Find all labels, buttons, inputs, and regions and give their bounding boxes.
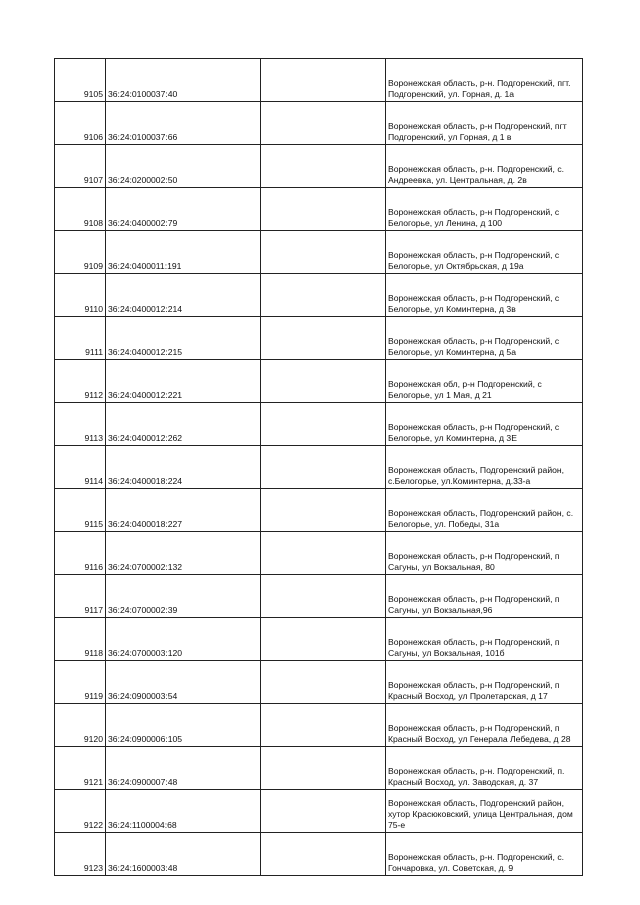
address-cell xyxy=(386,145,583,188)
row-number-cell xyxy=(55,145,106,188)
row-number: 9123 xyxy=(83,863,103,873)
row-number: 9119 xyxy=(84,691,103,701)
row-number: 9121 xyxy=(83,777,103,787)
cadastral-number: 36:24:0400012:215 xyxy=(108,347,183,357)
cadastral-number-cell xyxy=(106,360,261,403)
address-text: Воронежская область, р-н Подгоренский, с Белогорье, ул Коминтерна, д 3в xyxy=(388,293,560,314)
address-cell xyxy=(386,188,583,231)
cadastral-number-cell xyxy=(106,317,261,360)
address-text: Воронежская область, р-н. Подгоренский, с. Андреевка, ул. Центральная, д. 2в xyxy=(388,164,564,185)
row-number: 9105 xyxy=(83,89,103,99)
empty-cell xyxy=(261,790,386,833)
address-text: Воронежская область, р-н Подгоренский, с Белогорье, ул Ленина, д 100 xyxy=(388,207,560,228)
empty-cell xyxy=(261,446,386,489)
empty-cell xyxy=(261,403,386,446)
table-row xyxy=(55,59,583,102)
table-row xyxy=(55,188,583,231)
address-cell xyxy=(386,489,583,532)
cadastral-number-cell xyxy=(106,833,261,876)
address-text: Воронежская область, р-н. Подгоренский, с. Гончаровка, ул. Советская, д. 9 xyxy=(388,852,564,873)
row-number: 9115 xyxy=(84,519,103,529)
row-number-cell xyxy=(55,188,106,231)
address-text: Воронежская область, Подгоренский район, с.Белогорье, ул.Коминтерна, д.33-а xyxy=(388,465,565,486)
cadastral-number-cell xyxy=(106,231,261,274)
row-number-cell xyxy=(55,704,106,747)
table-row xyxy=(55,790,583,833)
empty-cell xyxy=(261,231,386,274)
cadastral-number: 36:24:0900007:48 xyxy=(108,777,178,787)
cadastral-number-cell xyxy=(106,102,261,145)
address-text: Воронежская область, р-н. Подгоренский, пгт. Подгоренский, ул. Горная, д. 1а xyxy=(388,78,571,99)
property-registry-table xyxy=(54,58,583,876)
empty-cell xyxy=(261,59,386,102)
cadastral-number: 36:24:0100037:40 xyxy=(108,89,178,99)
address-cell xyxy=(386,231,583,274)
row-number: 9113 xyxy=(84,433,103,443)
address-cell xyxy=(386,661,583,704)
address-text: Воронежская область, р-н. Подгоренский, п. Красный Восход, ул. Заводская, д. 37 xyxy=(388,766,565,787)
row-number: 9114 xyxy=(84,476,103,486)
address-cell xyxy=(386,102,583,145)
row-number-cell xyxy=(55,747,106,790)
row-number: 9116 xyxy=(84,562,103,572)
table-row xyxy=(55,317,583,360)
table-row xyxy=(55,489,583,532)
table-row xyxy=(55,102,583,145)
cadastral-number-cell xyxy=(106,188,261,231)
table-row xyxy=(55,403,583,446)
table-row xyxy=(55,747,583,790)
cadastral-number-cell xyxy=(106,403,261,446)
row-number-cell xyxy=(55,274,106,317)
address-text: Воронежская область, р-н Подгоренский, п Красный Восход, ул Пролетарская, д 17 xyxy=(388,680,560,701)
empty-cell xyxy=(261,532,386,575)
row-number-cell xyxy=(55,403,106,446)
row-number: 9120 xyxy=(83,734,103,744)
registry-table-body xyxy=(55,59,583,876)
table-row xyxy=(55,446,583,489)
empty-cell xyxy=(261,145,386,188)
cadastral-number: 36:24:0400002:79 xyxy=(108,218,178,228)
cadastral-number: 36:24:0900006:105 xyxy=(108,734,183,744)
row-number-cell xyxy=(55,833,106,876)
address-cell xyxy=(386,360,583,403)
address-cell xyxy=(386,59,583,102)
address-cell xyxy=(386,532,583,575)
empty-cell xyxy=(261,102,386,145)
row-number-cell xyxy=(55,231,106,274)
cadastral-number: 36:24:0700003:120 xyxy=(108,648,183,658)
row-number: 9106 xyxy=(83,132,103,142)
row-number: 9109 xyxy=(83,261,103,271)
cadastral-number: 36:24:0200002:50 xyxy=(108,175,178,185)
table-row xyxy=(55,231,583,274)
empty-cell xyxy=(261,317,386,360)
address-text: Воронежская область, р-н Подгоренский, с Белогорье, ул Октябрьская, д 19а xyxy=(388,250,560,271)
address-cell xyxy=(386,575,583,618)
cadastral-number-cell xyxy=(106,618,261,661)
address-text: Воронежская область, р-н Подгоренский, п Сагуны, ул Вокзальная, 101б xyxy=(388,637,560,658)
cadastral-number: 36:24:1600003:48 xyxy=(108,863,178,873)
address-cell xyxy=(386,833,583,876)
cadastral-number: 36:24:1100004:68 xyxy=(108,820,177,830)
cadastral-number-cell xyxy=(106,704,261,747)
empty-cell xyxy=(261,274,386,317)
table-row xyxy=(55,575,583,618)
row-number: 9111 xyxy=(85,347,103,357)
table-row xyxy=(55,618,583,661)
address-cell xyxy=(386,403,583,446)
row-number: 9110 xyxy=(84,304,103,314)
row-number-cell xyxy=(55,790,106,833)
empty-cell xyxy=(261,661,386,704)
row-number-cell xyxy=(55,661,106,704)
row-number-cell xyxy=(55,446,106,489)
table-row xyxy=(55,274,583,317)
row-number-cell xyxy=(55,575,106,618)
cadastral-number-cell xyxy=(106,489,261,532)
address-cell xyxy=(386,317,583,360)
row-number: 9118 xyxy=(84,648,103,658)
cadastral-number-cell xyxy=(106,661,261,704)
table-row xyxy=(55,360,583,403)
row-number-cell xyxy=(55,59,106,102)
row-number-cell xyxy=(55,532,106,575)
row-number-cell xyxy=(55,489,106,532)
row-number: 9117 xyxy=(84,605,103,615)
cadastral-number-cell xyxy=(106,145,261,188)
cadastral-number: 36:24:0400012:221 xyxy=(108,390,183,400)
address-cell xyxy=(386,704,583,747)
row-number: 9122 xyxy=(83,820,103,830)
table-row xyxy=(55,661,583,704)
table-row xyxy=(55,704,583,747)
address-cell xyxy=(386,747,583,790)
cadastral-number: 36:24:0900003:54 xyxy=(108,691,178,701)
row-number-cell xyxy=(55,618,106,661)
address-text: Воронежская область, р-н Подгоренский, п Красный Восход, ул Генерала Лебедева, д 28 xyxy=(388,723,571,744)
cadastral-number-cell xyxy=(106,446,261,489)
empty-cell xyxy=(261,575,386,618)
table-row xyxy=(55,532,583,575)
address-text: Воронежская область, р-н Подгоренский, п Сагуны, ул Вокзальная, 80 xyxy=(388,551,560,572)
empty-cell xyxy=(261,747,386,790)
row-number-cell xyxy=(55,102,106,145)
row-number: 9108 xyxy=(83,218,103,228)
table-row xyxy=(55,833,583,876)
empty-cell xyxy=(261,704,386,747)
cadastral-number: 36:24:0400012:214 xyxy=(108,304,183,314)
row-number-cell xyxy=(55,317,106,360)
cadastral-number-cell xyxy=(106,59,261,102)
cadastral-number: 36:24:0100037:66 xyxy=(108,132,178,142)
cadastral-number-cell xyxy=(106,747,261,790)
address-text: Воронежская область, Подгоренский район, с. Белогорье, ул. Победы, 31а xyxy=(388,508,574,529)
table-row xyxy=(55,145,583,188)
address-text: Воронежская область, р-н Подгоренский, с Белогорье, ул Коминтерна, д 5а xyxy=(388,336,560,357)
empty-cell xyxy=(261,489,386,532)
address-text: Воронежская область, Подгоренский район, хутор Красюковский, улица Центральная, дом 75-е xyxy=(388,798,573,830)
address-text: Воронежская область, р-н Подгоренский, пгт Подгоренский, ул Горная, д 1 в xyxy=(388,121,567,142)
cadastral-number-cell xyxy=(106,274,261,317)
cadastral-number: 36:24:0700002:132 xyxy=(108,562,183,572)
cadastral-number: 36:24:0400018:224 xyxy=(108,476,183,486)
address-cell xyxy=(386,446,583,489)
row-number-cell xyxy=(55,360,106,403)
cadastral-number-cell xyxy=(106,575,261,618)
row-number: 9107 xyxy=(83,175,103,185)
row-number: 9112 xyxy=(84,390,103,400)
cadastral-number: 36:24:0700002:39 xyxy=(108,605,178,615)
cadastral-number: 36:24:0400018:227 xyxy=(108,519,183,529)
empty-cell xyxy=(261,618,386,661)
address-cell xyxy=(386,790,583,833)
empty-cell xyxy=(261,360,386,403)
cadastral-number-cell xyxy=(106,532,261,575)
empty-cell xyxy=(261,833,386,876)
cadastral-number-cell xyxy=(106,790,261,833)
cadastral-number: 36:24:0400011:191 xyxy=(108,261,182,271)
cadastral-number: 36:24:0400012:262 xyxy=(108,433,183,443)
address-text: Воронежская область, р-н Подгоренский, п Сагуны, ул Вокзальная,96 xyxy=(388,594,560,615)
address-cell xyxy=(386,618,583,661)
address-text: Воронежская обл, р-н Подгоренский, с Белогорье, ул 1 Мая, д 21 xyxy=(388,379,542,400)
address-cell xyxy=(386,274,583,317)
empty-cell xyxy=(261,188,386,231)
address-text: Воронежская область, р-н Подгоренский, с Белогорье, ул Коминтерна, д 3Е xyxy=(388,422,560,443)
